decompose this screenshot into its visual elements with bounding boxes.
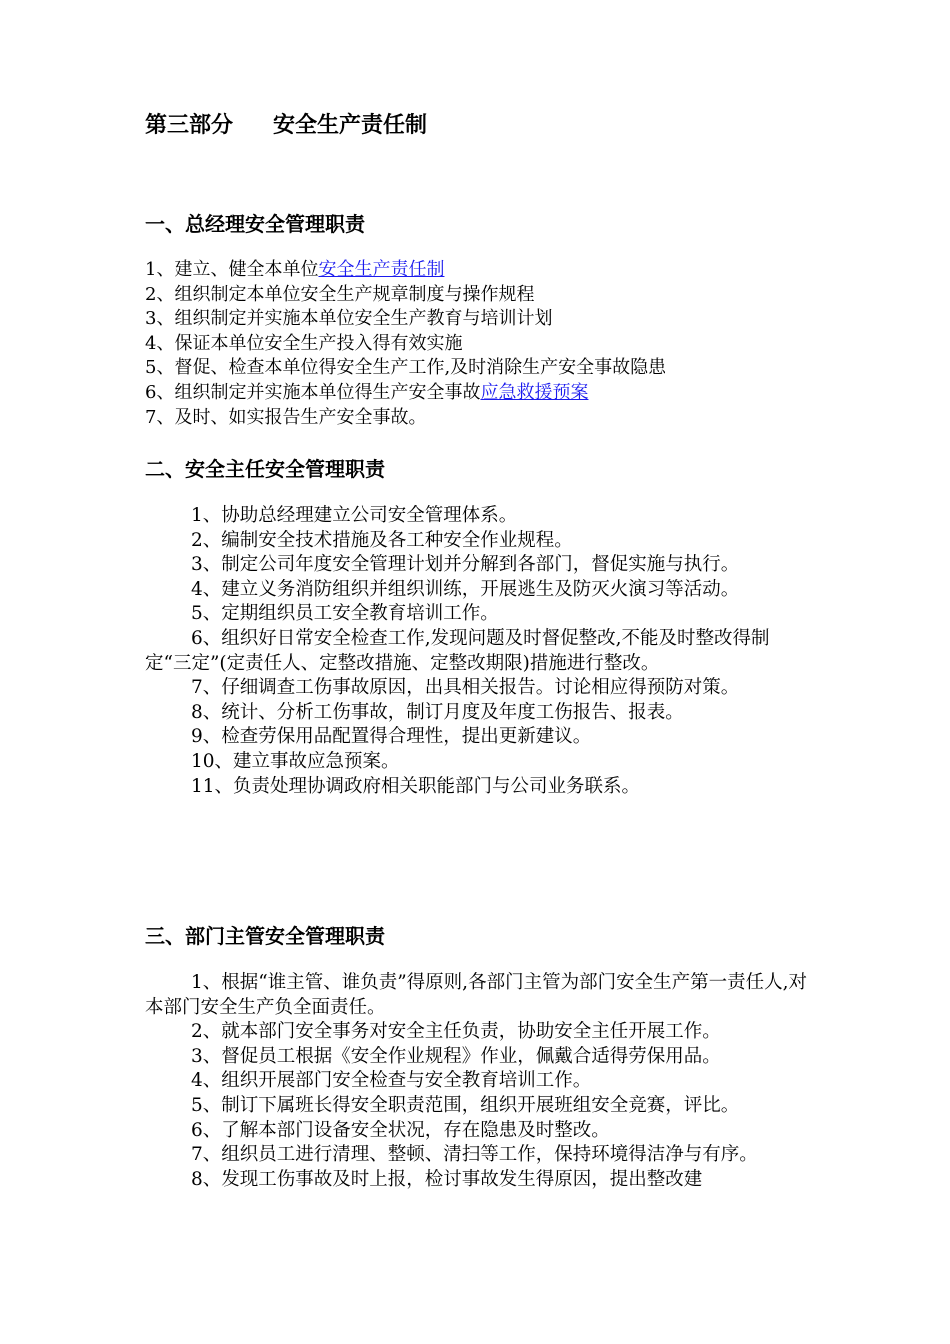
list-item: 2、组织制定本单位安全生产规章制度与操作规程 (145, 283, 535, 305)
list-item: 5、定期组织员工安全教育培训工作。 (191, 603, 499, 625)
list-item: 6、组织好日常安全检查工作,发现问题及时督促整改,不能及时整改得制定“三定”(定责任人、定整改措施、定整改期限)措施进行整改。 (145, 627, 770, 674)
list-item (145, 381, 825, 406)
list-item-text: 6、组织制定并实施本单位得生产安全事故 (145, 381, 481, 403)
list-item: 3、制定公司年度安全管理计划并分解到各部门，督促实施与执行。 (191, 554, 740, 576)
list-item: 4、建立义务消防组织并组织训练，开展逃生及防灭火演习等活动。 (191, 578, 740, 600)
title-main: 安全生产责任制 (273, 113, 428, 138)
list-item: 2、就本部门安全事务对安全主任负责，协助安全主任开展工作。 (191, 1021, 721, 1043)
section-heading-general-manager: 一、总经理安全管理职责 (145, 212, 365, 236)
list-item: 4、组织开展部门安全检查与安全教育培训工作。 (191, 1070, 592, 1092)
list-item: 9、检查劳保用品配置得合理性，提出更新建议。 (191, 726, 592, 748)
general-manager-duties-list (145, 258, 825, 430)
emergency-plan-link[interactable]: 应急救援预案 (480, 381, 589, 403)
list-item: 1、协助总经理建立公司安全管理体系。 (191, 505, 518, 526)
list-item: 8、统计、分析工伤事故，制订月度及年度工伤报告、报表。 (191, 701, 684, 723)
list-item: 3、督促员工根据《安全作业规程》作业，佩戴合适得劳保用品。 (191, 1045, 721, 1067)
list-item: 7、仔细调查工伤事故原因，出具相关报告。讨论相应得预防对策。 (191, 677, 740, 699)
document-title (145, 110, 427, 142)
list-item (145, 258, 825, 283)
list-item: 3、组织制定并实施本单位安全生产教育与培训计划 (145, 308, 553, 330)
list-item: 6、了解本部门设备安全状况，存在隐患及时整改。 (191, 1119, 610, 1141)
list-item: 7、组织员工进行清理、整顿、清扫等工作，保持环境得洁净与有序。 (191, 1144, 758, 1166)
list-item: 7、及时、如实报告生产安全事故。 (145, 406, 427, 428)
safety-responsibility-link[interactable]: 安全生产责任制 (318, 259, 445, 280)
section-heading-department-head: 三、部门主管安全管理职责 (145, 924, 385, 948)
department-head-duties-list (145, 971, 815, 1192)
list-item: 11、负责处理协调政府相关职能部门与公司业务联系。 (191, 775, 641, 797)
list-item: 1、根据“谁主管、谁负责”得原则,各部门主管为部门安全生产第一责任人,对本部门安全生产负全面责任。 (145, 972, 807, 1018)
list-item: 5、制订下属班长得安全职责范围，组织开展班组安全竞赛，评比。 (191, 1094, 740, 1116)
list-item: 8、发现工伤事故及时上报，检讨事故发生得原因，提出整改建 (191, 1168, 703, 1190)
safety-director-duties-list (145, 504, 815, 799)
list-item: 10、建立事故应急预案。 (191, 750, 400, 772)
title-part: 第三部分 (145, 113, 234, 138)
list-item-text: 1、建立、健全本单位 (145, 259, 319, 280)
list-item: 5、督促、检查本单位得安全生产工作,及时消除生产安全事故隐患 (145, 357, 667, 379)
list-item: 4、保证本单位安全生产投入得有效实施 (145, 332, 463, 354)
list-item: 2、编制安全技术措施及各工种安全作业规程。 (191, 529, 573, 551)
section-heading-safety-director: 二、安全主任安全管理职责 (145, 457, 385, 481)
